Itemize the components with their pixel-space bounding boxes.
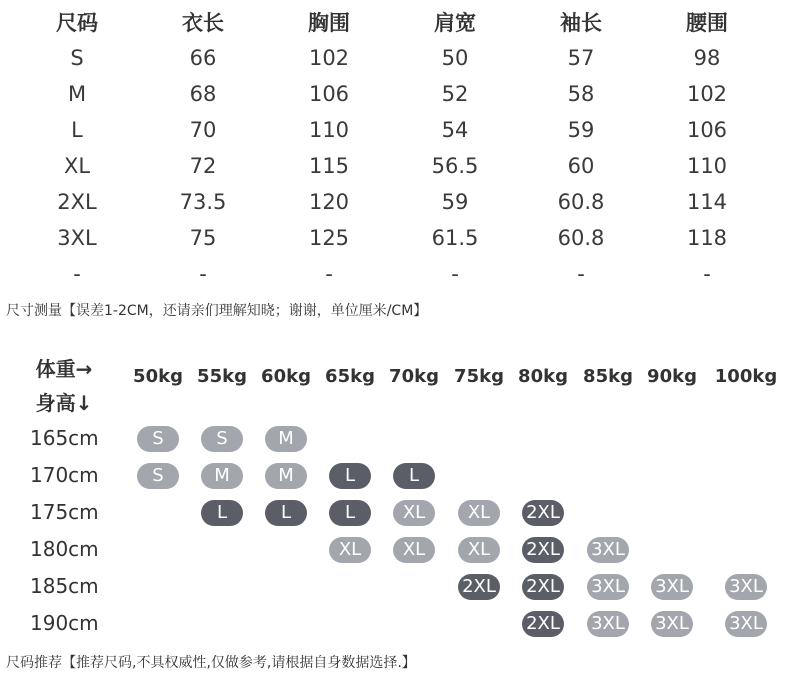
size-table-cell: S — [70, 46, 84, 70]
size-table-header-cell: 肩宽 — [434, 11, 476, 35]
size-table-cell: 52 — [441, 82, 469, 106]
size-table-cell: 120 — [308, 190, 350, 214]
size-table-row — [14, 256, 790, 292]
size-pill: S — [137, 426, 179, 452]
size-table-cell: 106 — [686, 118, 728, 142]
size-table-cell: - — [703, 262, 711, 286]
size-table-cell: - — [73, 262, 81, 286]
size-pill: 3XL — [725, 574, 767, 600]
size-table-cell: 110 — [686, 154, 728, 178]
size-pill: 3XL — [587, 537, 629, 563]
size-table-cell: 66 — [189, 46, 217, 70]
size-pill: L — [393, 463, 435, 489]
size-table-cell: 60 — [567, 154, 595, 178]
size-table-cell: 2XL — [57, 190, 97, 214]
size-table — [14, 4, 790, 292]
height-row — [0, 531, 790, 568]
size-table-cell: 110 — [308, 118, 350, 142]
size-pill: 2XL — [522, 611, 564, 637]
size-table-cell: 118 — [686, 226, 728, 250]
height-label: 180cm — [30, 537, 99, 561]
size-pill: 3XL — [587, 574, 629, 600]
size-pill: XL — [393, 500, 435, 526]
size-table-row — [14, 40, 790, 76]
size-pill: 3XL — [725, 611, 767, 637]
size-table-row — [14, 148, 790, 184]
size-table-row — [14, 112, 790, 148]
size-table-row — [14, 76, 790, 112]
size-table-cell: 125 — [308, 226, 350, 250]
size-pill: S — [201, 426, 243, 452]
size-pill: 3XL — [651, 574, 693, 600]
measurement-note: 尺寸测量【误差1-2CM，还请亲们理解知晓；谢谢，单位厘米/CM】 — [6, 303, 428, 319]
size-pill: 2XL — [522, 574, 564, 600]
height-axis-label: 身高↓ — [35, 391, 93, 415]
size-table-cell: 75 — [189, 226, 217, 250]
size-table-cell: 98 — [693, 46, 721, 70]
size-table-cell: 3XL — [57, 226, 97, 250]
height-label: 170cm — [30, 463, 99, 487]
size-table-cell: - — [325, 262, 333, 286]
size-table-cell: XL — [63, 154, 91, 178]
size-table-cell: 50 — [441, 46, 469, 70]
size-table-cell: 72 — [189, 154, 217, 178]
size-table-cell: - — [577, 262, 585, 286]
recommendation-note: 尺码推荐【推荐尺码,不具权威性,仅做参考,请根据自身数据选择.】 — [6, 655, 416, 671]
size-table-header-cell: 腰围 — [686, 11, 728, 35]
weight-label: 80kg — [518, 366, 568, 387]
size-pill: 2XL — [458, 574, 500, 600]
size-table-cell: - — [199, 262, 207, 286]
size-table-cell: 59 — [567, 118, 595, 142]
weight-label: 70kg — [389, 366, 439, 387]
size-pill: XL — [458, 537, 500, 563]
size-table-cell: 68 — [189, 82, 217, 106]
size-table-row — [14, 184, 790, 220]
size-pill: L — [329, 500, 371, 526]
size-table-cell: 54 — [441, 118, 469, 142]
height-label: 185cm — [30, 574, 99, 598]
size-pill: 2XL — [522, 537, 564, 563]
height-row — [0, 457, 790, 494]
weight-label: 75kg — [454, 366, 504, 387]
size-table-cell: 115 — [308, 154, 350, 178]
weight-label: 55kg — [197, 366, 247, 387]
size-table-cell: 58 — [567, 82, 595, 106]
size-pill: 2XL — [522, 500, 564, 526]
size-pill: 3XL — [587, 611, 629, 637]
weight-label: 50kg — [133, 366, 183, 387]
weight-label: 90kg — [647, 366, 697, 387]
size-pill: S — [137, 463, 179, 489]
size-pill: XL — [458, 500, 500, 526]
size-table-cell: 60.8 — [557, 190, 605, 214]
weight-axis-label: 体重→ — [35, 357, 93, 381]
size-table-cell: 57 — [567, 46, 595, 70]
size-table-cell: 60.8 — [557, 226, 605, 250]
size-table-header-cell: 衣长 — [182, 11, 224, 35]
size-table-cell: L — [71, 118, 83, 142]
size-table-cell: 114 — [686, 190, 728, 214]
height-label: 165cm — [30, 426, 99, 450]
size-pill: L — [265, 500, 307, 526]
size-table-header-cell: 胸围 — [308, 11, 350, 35]
size-table-cell: 70 — [189, 118, 217, 142]
size-table-cell: 56.5 — [431, 154, 479, 178]
size-table-cell: 102 — [686, 82, 728, 106]
size-table-header — [14, 4, 790, 40]
height-label: 190cm — [30, 611, 99, 635]
size-pill: L — [329, 463, 371, 489]
size-pill: 3XL — [651, 611, 693, 637]
weight-label: 85kg — [583, 366, 633, 387]
height-row — [0, 420, 790, 457]
height-label: 175cm — [30, 500, 99, 524]
size-pill: XL — [393, 537, 435, 563]
size-table-header-cell: 袖长 — [560, 11, 602, 35]
axis-corner-label — [24, 352, 104, 420]
size-table-cell: 61.5 — [431, 226, 479, 250]
size-table-row — [14, 220, 790, 256]
size-table-header-cell: 尺码 — [56, 11, 98, 35]
size-table-cell: - — [451, 262, 459, 286]
height-row — [0, 568, 790, 605]
size-table-cell: 59 — [441, 190, 469, 214]
size-pill: L — [201, 500, 243, 526]
size-pill: M — [201, 463, 243, 489]
weight-label: 100kg — [714, 366, 778, 387]
height-row — [0, 605, 790, 642]
size-pill: M — [265, 463, 307, 489]
size-table-cell: 106 — [308, 82, 350, 106]
height-row — [0, 494, 790, 531]
weight-label: 65kg — [325, 366, 375, 387]
size-pill: XL — [329, 537, 371, 563]
size-table-cell: 102 — [308, 46, 350, 70]
weight-label: 60kg — [261, 366, 311, 387]
size-pill: M — [265, 426, 307, 452]
size-table-cell: M — [67, 82, 87, 106]
size-table-cell: 73.5 — [179, 190, 227, 214]
